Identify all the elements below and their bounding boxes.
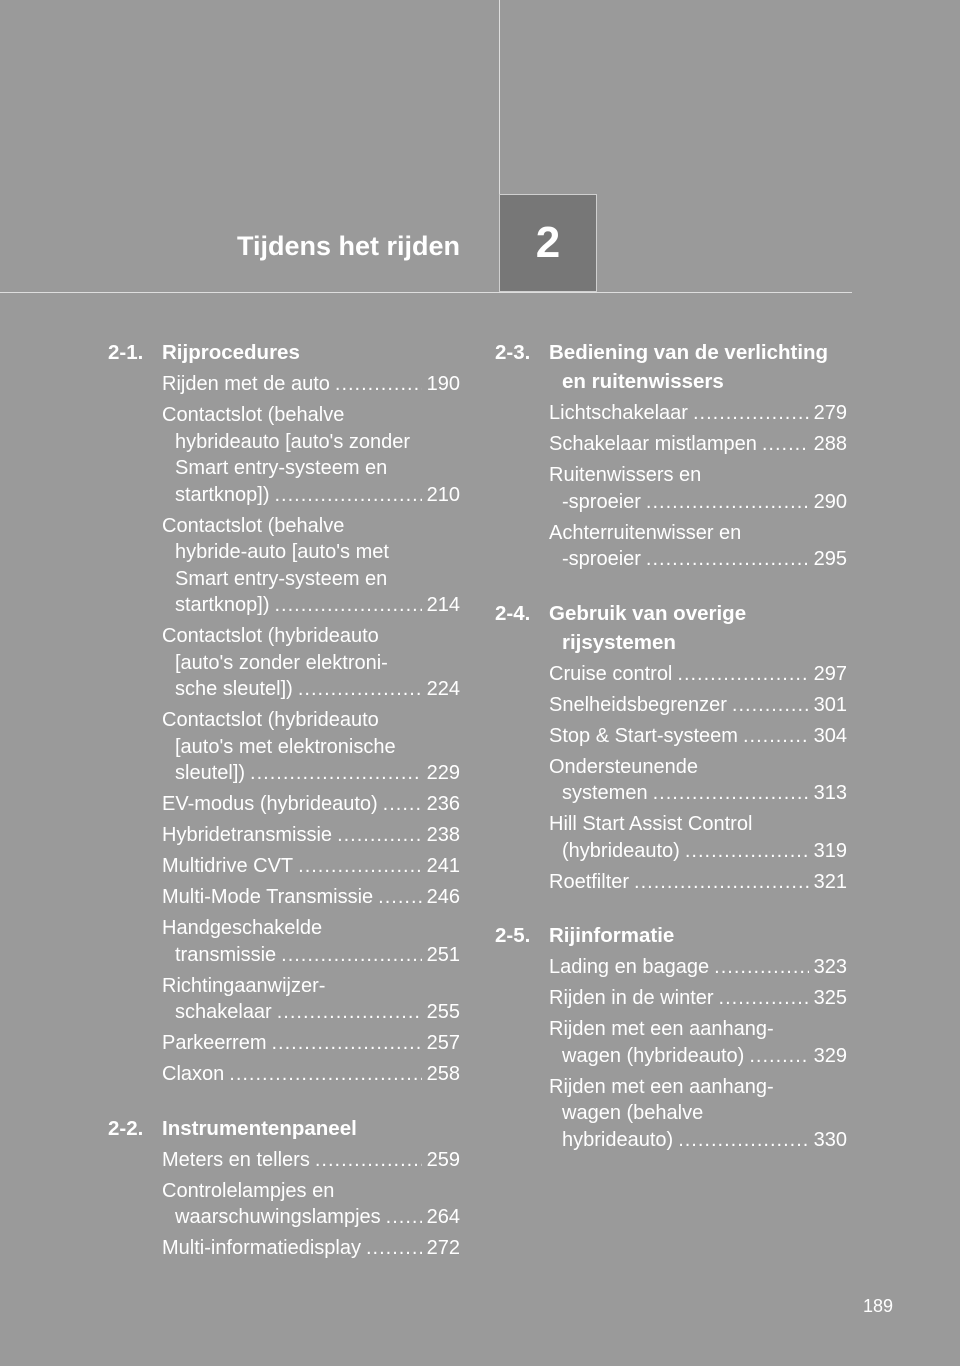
entry-last-line	[162, 592, 460, 619]
entry-text-line: wagen (behalve	[562, 1102, 704, 1124]
entry-text-line: Ondersteunende	[549, 755, 699, 778]
entry-text-line: Hill Start Assist Control	[549, 813, 753, 835]
toc-entry[interactable]	[162, 623, 460, 703]
dot-leader	[315, 1147, 422, 1174]
entry-text: Lichtschakelaar	[549, 402, 688, 424]
entry-page-number: 272	[426, 1237, 460, 1259]
toc-entry[interactable]	[549, 462, 847, 515]
entry-text: (hybrideauto)	[562, 839, 680, 862]
toc-section	[108, 338, 463, 1088]
entry-text-line: Rijden met een aanhang-	[549, 1075, 774, 1098]
section-title	[549, 921, 850, 950]
section-title-line: rijsystemen	[562, 630, 676, 654]
entry-last-line	[549, 692, 847, 719]
dot-leader	[646, 546, 809, 573]
entry-text-line: Smart entry-systeem en	[175, 567, 388, 590]
dot-leader	[719, 985, 809, 1012]
section-title-line: en ruitenwissers	[562, 370, 724, 393]
entry-last-line	[549, 985, 847, 1012]
entry-page-number: 288	[813, 433, 847, 455]
dot-leader	[271, 1030, 421, 1057]
entry-last-line	[549, 838, 847, 865]
dot-leader	[378, 884, 421, 911]
entry-page-number: 257	[426, 1032, 460, 1054]
entry-last-line	[549, 869, 847, 896]
entry-last-line	[549, 780, 847, 807]
entry-last-line	[162, 1204, 460, 1231]
entry-page-number: 325	[813, 987, 847, 1009]
toc-entry[interactable]	[549, 985, 847, 1012]
toc-section	[495, 338, 850, 573]
entry-text: transmissie	[175, 943, 277, 966]
entry-text: Multidrive CVT	[162, 855, 294, 877]
entry-text-line: Smart entry-systeem en	[175, 457, 388, 479]
toc-entry[interactable]	[162, 884, 460, 911]
entry-text: sleutel])	[175, 762, 246, 784]
dot-leader	[366, 1235, 422, 1262]
section-title-line: Rijinformatie	[549, 924, 675, 947]
entry-last-line	[549, 400, 847, 427]
toc-entry[interactable]	[549, 431, 847, 458]
toc-entry[interactable]	[162, 1178, 460, 1231]
entry-last-line	[162, 853, 460, 880]
dot-leader	[274, 482, 421, 509]
dot-leader	[762, 431, 809, 458]
section-title	[549, 338, 850, 396]
entry-page-number: 330	[813, 1128, 847, 1151]
entry-page-number: 236	[426, 793, 460, 815]
entry-last-line	[162, 999, 460, 1026]
dot-leader	[281, 942, 421, 969]
entry-page-number: 258	[426, 1063, 460, 1085]
entry-text-line: hybride-auto [auto's met	[175, 541, 389, 563]
toc-entry[interactable]	[162, 1061, 460, 1088]
entry-page-number: 264	[426, 1206, 460, 1228]
entry-last-line	[549, 431, 847, 458]
toc-entry[interactable]	[162, 1147, 460, 1174]
entry-last-line	[549, 661, 847, 688]
dot-leader	[337, 822, 422, 849]
entry-text: Meters en tellers	[162, 1148, 310, 1171]
dot-leader	[383, 791, 422, 818]
dot-leader	[685, 838, 809, 865]
entry-text: -sproeier	[562, 548, 641, 570]
entry-text: Parkeerrem	[162, 1032, 267, 1054]
entry-text: Multi-Mode Transmissie	[162, 886, 374, 908]
dot-leader	[229, 1061, 421, 1088]
entry-text: -sproeier	[562, 490, 641, 513]
entry-page-number: 214	[426, 594, 460, 616]
section-number: 2-1.	[108, 341, 144, 364]
dot-leader	[678, 1127, 808, 1154]
entry-text: systemen	[562, 782, 648, 804]
toc-entry[interactable]	[549, 400, 847, 427]
entry-last-line	[162, 1030, 460, 1057]
toc-entry[interactable]	[162, 1030, 460, 1057]
entry-page-number: 251	[426, 943, 460, 966]
dot-leader	[277, 999, 422, 1026]
toc-entry[interactable]	[162, 1235, 460, 1262]
section-heading[interactable]	[108, 338, 463, 367]
toc-entry[interactable]	[162, 822, 460, 849]
entry-page-number: 190	[426, 373, 460, 395]
entry-page-number: 255	[426, 1001, 460, 1023]
entry-last-line	[162, 1147, 460, 1174]
section-title	[549, 599, 850, 657]
toc-entry[interactable]	[162, 402, 460, 508]
entry-text: startknop])	[175, 483, 270, 506]
toc-entry[interactable]	[549, 520, 847, 573]
entry-page-number: 259	[426, 1148, 460, 1171]
entry-last-line	[162, 791, 460, 818]
section-number: 2-4.	[495, 601, 531, 625]
page-number: 189	[863, 1296, 894, 1316]
entry-text: Snelheidsbegrenzer	[549, 693, 727, 716]
entry-text-line: Contactslot (hybrideauto	[162, 625, 379, 647]
entry-text-line: Contactslot (behalve	[162, 514, 345, 537]
entry-page-number: 290	[813, 490, 847, 513]
entry-last-line	[549, 546, 847, 573]
dot-leader	[250, 760, 422, 787]
entry-last-line	[162, 371, 460, 398]
dot-leader	[693, 400, 809, 427]
section-title-line: Gebruik van overige	[549, 601, 747, 625]
entry-text: Roetfilter	[549, 870, 630, 893]
toc-entry[interactable]	[162, 915, 460, 968]
entry-text: Cruise control	[549, 662, 673, 685]
section-title	[162, 1114, 463, 1143]
entry-last-line	[162, 1061, 460, 1088]
entry-last-line	[162, 1235, 460, 1262]
dot-leader	[386, 1204, 422, 1231]
section-number: 2-5.	[495, 924, 531, 947]
toc-entry[interactable]	[162, 973, 460, 1026]
entry-text: wagen (hybrideauto)	[562, 1044, 745, 1067]
entry-page-number: 210	[426, 483, 460, 506]
entry-page-number: 321	[813, 870, 847, 893]
dot-leader	[653, 780, 809, 807]
toc-entry[interactable]	[549, 1016, 847, 1069]
entry-text-line: hybrideauto [auto's zonder	[175, 430, 411, 453]
entry-text-line: Achterruitenwisser en	[549, 521, 742, 544]
entry-text-line: Handgeschakelde	[162, 917, 323, 939]
entry-text-line: [auto's zonder elektroni-	[175, 651, 388, 674]
entry-last-line	[549, 489, 847, 516]
entry-last-line	[162, 482, 460, 509]
section-heading[interactable]	[108, 1114, 463, 1143]
entry-text: sche sleutel])	[175, 678, 293, 700]
toc-entry[interactable]	[549, 811, 847, 864]
entry-page-number: 297	[813, 662, 847, 685]
entry-last-line	[162, 884, 460, 911]
entry-text-line: Controlelampjes en	[162, 1179, 335, 1202]
toc-section	[495, 921, 850, 1153]
entry-page-number: 329	[813, 1044, 847, 1067]
toc-entry[interactable]	[162, 791, 460, 818]
toc-section	[495, 599, 850, 896]
entry-page-number: 241	[426, 855, 460, 877]
entry-page-number: 295	[813, 548, 847, 570]
dot-leader	[298, 676, 422, 703]
toc-entry[interactable]	[549, 1074, 847, 1154]
entry-last-line	[162, 822, 460, 849]
entry-text: Rijden in de winter	[549, 987, 714, 1009]
section-heading[interactable]	[495, 921, 850, 950]
entry-page-number: 279	[813, 402, 847, 424]
entry-text: Schakelaar mistlampen	[549, 433, 757, 455]
entry-text-line: [auto's met elektronische	[175, 735, 396, 758]
toc-entry[interactable]	[549, 661, 847, 688]
entry-last-line	[549, 1127, 847, 1154]
entry-last-line	[162, 760, 460, 787]
dot-leader	[714, 954, 808, 981]
entry-text: schakelaar	[175, 1001, 272, 1023]
entry-text-line: Contactslot (hybrideauto	[162, 709, 379, 731]
toc-entry[interactable]	[162, 513, 460, 619]
toc-entry[interactable]	[549, 723, 847, 750]
entry-text: Rijden met de auto	[162, 373, 330, 395]
entry-text: Hybridetransmissie	[162, 824, 333, 846]
entry-last-line	[549, 954, 847, 981]
entry-page-number: 238	[426, 824, 460, 846]
section-heading[interactable]	[495, 338, 850, 396]
entry-text-line: Rijden met een aanhang-	[549, 1018, 774, 1040]
entry-page-number: 301	[813, 693, 847, 716]
dot-leader	[274, 592, 421, 619]
dot-leader	[634, 869, 809, 896]
entry-text-line: Contactslot (behalve	[162, 404, 345, 426]
toc-entry[interactable]	[162, 853, 460, 880]
toc-entry[interactable]	[162, 707, 460, 787]
toc-entry[interactable]	[549, 692, 847, 719]
entry-page-number: 229	[426, 762, 460, 784]
toc-entry[interactable]	[549, 754, 847, 807]
dot-leader	[677, 661, 808, 688]
entry-text: startknop])	[175, 594, 270, 616]
entry-last-line	[549, 1043, 847, 1070]
entry-page-number: 313	[813, 782, 847, 804]
dot-leader	[646, 489, 809, 516]
entry-page-number: 224	[426, 678, 460, 700]
toc-column-right	[495, 338, 850, 1179]
toc-entry[interactable]	[162, 371, 460, 398]
entry-page-number: 319	[813, 839, 847, 862]
entry-page-number: 304	[813, 724, 847, 747]
entry-text-line: Richtingaanwijzer-	[162, 974, 326, 997]
toc-entry[interactable]	[549, 869, 847, 896]
section-number: 2-2.	[108, 1116, 144, 1140]
section-title-line: Instrumentenpaneel	[162, 1116, 357, 1140]
entry-text: Multi-informatiedisplay	[162, 1237, 361, 1259]
entry-text: Lading en bagage	[549, 956, 710, 978]
toc-entry[interactable]	[549, 954, 847, 981]
entry-last-line	[162, 942, 460, 969]
dot-leader	[743, 723, 809, 750]
entry-text: waarschuwingslampjes	[175, 1206, 381, 1228]
section-title-line: Rijprocedures	[162, 341, 300, 364]
section-title-line: Bediening van de verlichting	[549, 341, 829, 364]
section-title	[162, 338, 463, 367]
dot-leader	[335, 371, 422, 398]
entry-page-number: 246	[426, 886, 460, 908]
entry-text-line: Ruitenwissers en	[549, 464, 702, 486]
section-number: 2-3.	[495, 341, 531, 364]
chapter-number: 2	[535, 218, 561, 267]
entry-text: EV-modus (hybrideauto)	[162, 793, 378, 815]
chapter-title: Tijdens het rijden	[236, 231, 460, 261]
section-heading[interactable]	[495, 599, 850, 657]
dot-leader	[732, 692, 809, 719]
dot-leader	[749, 1043, 808, 1070]
dot-leader	[298, 853, 421, 880]
entry-text: Stop & Start-systeem	[549, 724, 738, 747]
toc-section	[108, 1114, 463, 1262]
chapter-number-box	[499, 194, 597, 292]
toc-column-left	[108, 338, 463, 1288]
entry-last-line	[549, 723, 847, 750]
top-vertical-rule	[499, 0, 500, 195]
entry-last-line	[162, 676, 460, 703]
entry-text: hybrideauto)	[562, 1128, 674, 1151]
entry-text: Claxon	[162, 1063, 225, 1085]
entry-page-number: 323	[813, 956, 847, 978]
header-rule	[0, 292, 852, 293]
